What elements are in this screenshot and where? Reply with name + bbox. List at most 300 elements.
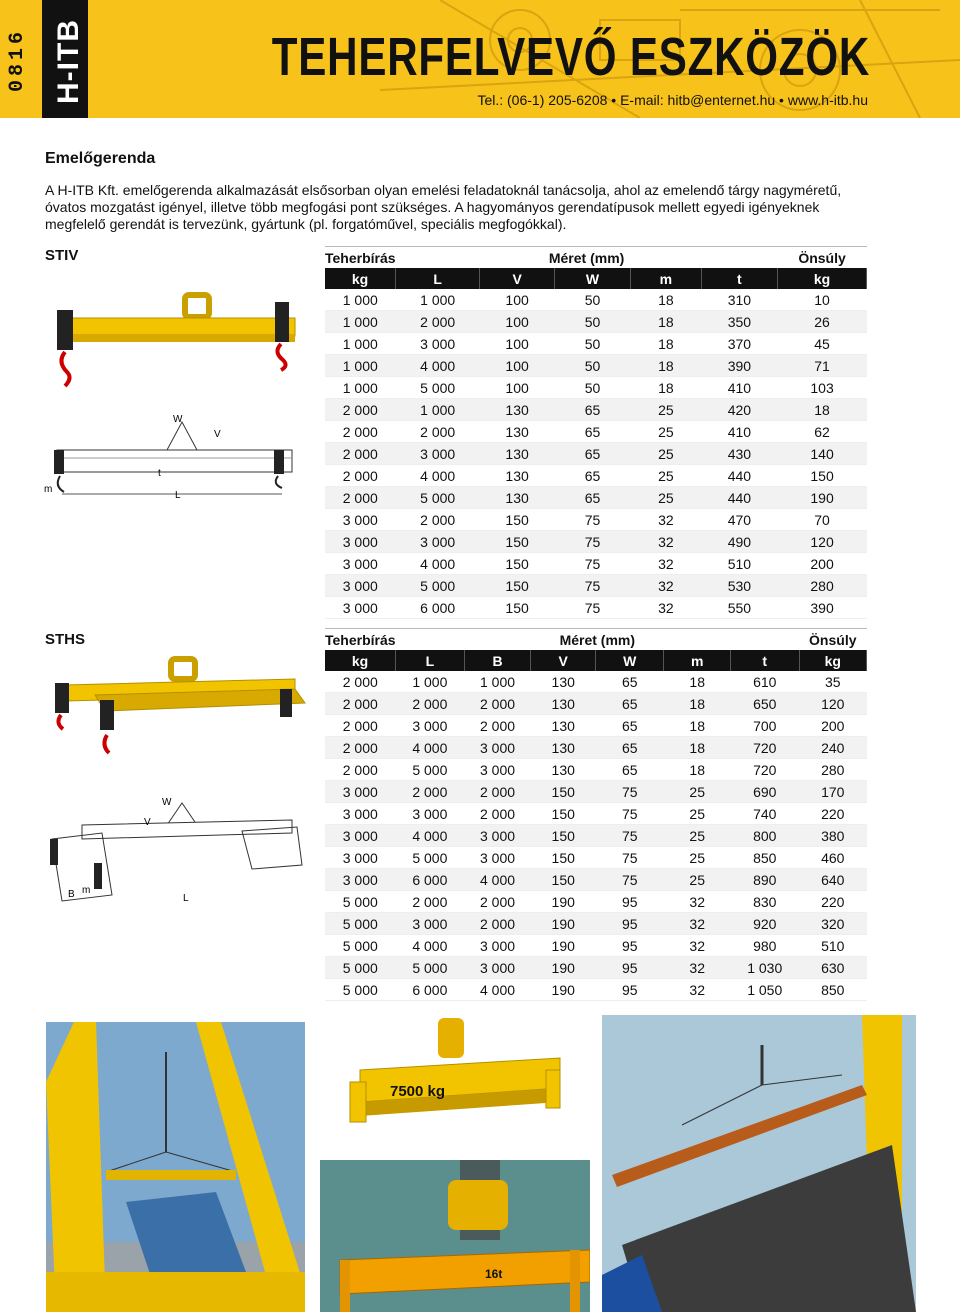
table-cell: 130 [480,421,555,443]
table-cell: 640 [799,869,866,891]
diagram-label-w: W [173,414,183,425]
table-cell: 130 [480,443,555,465]
group-header: Teherbírás [325,629,396,651]
table-cell: 5 000 [396,487,480,509]
section-title: Emelőgerenda [45,150,156,167]
table-row [325,825,867,847]
table-cell: 4 000 [396,935,465,957]
sths-table-body [325,629,867,1001]
table-row [325,671,867,693]
table-cell: 50 [554,355,630,377]
stiv-label: STIV [45,247,79,264]
table-cell: 700 [730,715,799,737]
diagram-label-l: L [183,893,189,904]
table-cell: 3 000 [464,957,531,979]
table-cell: 75 [596,847,664,869]
table-cell: 420 [701,399,778,421]
table-cell: 410 [701,377,778,399]
table-cell: 32 [664,979,730,1001]
column-header: V [480,268,555,289]
table-cell: 32 [631,509,701,531]
table-cell: 2 000 [325,693,396,715]
table-cell: 150 [531,847,596,869]
table-cell: 1 000 [325,311,396,333]
table-row [325,935,867,957]
table-cell: 5 000 [396,377,480,399]
column-header: m [664,650,730,671]
table-cell: 2 000 [464,693,531,715]
table-cell: 18 [664,759,730,781]
table-cell: 4 000 [396,825,465,847]
table-cell: 1 000 [396,399,480,421]
table-cell: 75 [554,531,630,553]
table-cell: 18 [778,399,867,421]
table-row [325,377,867,399]
table-cell: 5 000 [325,935,396,957]
table-cell: 150 [531,869,596,891]
table-cell: 3 000 [396,333,480,355]
table-cell: 65 [596,671,664,693]
table-cell: 470 [701,509,778,531]
table-cell: 50 [554,377,630,399]
table-row [325,443,867,465]
diagram-label-m: m [44,484,53,495]
table-cell: 18 [664,693,730,715]
table-cell: 190 [531,979,596,1001]
table-cell: 650 [730,693,799,715]
table-cell: 65 [554,443,630,465]
table-cell: 6 000 [396,979,465,1001]
diagram-label-w: W [162,797,172,808]
table-cell: 3 000 [325,847,396,869]
diagram-label-b: B [68,889,75,900]
table-cell: 4 000 [464,979,531,1001]
table-cell: 2 000 [464,781,531,803]
sths-dimension-diagram [42,795,312,910]
table-cell: 75 [596,803,664,825]
table-cell: 200 [799,715,866,737]
table-cell: 95 [596,913,664,935]
table-row [325,847,867,869]
table-row [325,311,867,333]
table-cell: 32 [664,891,730,913]
table-cell: 100 [480,289,555,311]
table-cell: 95 [596,891,664,913]
table-cell: 440 [701,487,778,509]
table-cell: 2 000 [396,891,465,913]
table-cell: 26 [778,311,867,333]
table-cell: 95 [596,935,664,957]
table-cell: 75 [554,597,630,619]
table-cell: 550 [701,597,778,619]
table-cell: 530 [701,575,778,597]
table-cell: 45 [778,333,867,355]
table-cell: 25 [631,443,701,465]
diagram-label-l: L [175,490,181,501]
table-cell: 150 [531,825,596,847]
table-cell: 75 [596,869,664,891]
table-cell: 630 [799,957,866,979]
group-header: Méret (mm) [396,629,800,651]
table-cell: 75 [596,825,664,847]
table-row [325,355,867,377]
table-cell: 100 [480,377,555,399]
table-cell: 100 [480,311,555,333]
stiv-table-body [325,247,867,619]
table-cell: 3 000 [325,597,396,619]
table-cell: 370 [701,333,778,355]
stiv-spec-table [325,246,867,619]
table-cell: 50 [554,333,630,355]
photo-beam-7500kg [320,1010,580,1150]
table-cell: 850 [730,847,799,869]
table-row [325,715,867,737]
diagram-label-v: V [214,429,221,440]
table-cell: 25 [631,465,701,487]
table-cell: 32 [664,935,730,957]
sths-beam-illustration [45,655,315,765]
table-row [325,487,867,509]
column-header: L [396,650,465,671]
group-header: Önsúly [778,247,867,269]
table-cell: 3 000 [325,553,396,575]
table-cell: 25 [664,803,730,825]
table-cell: 2 000 [396,421,480,443]
table-cell: 130 [480,399,555,421]
beam-capacity-marking: 16t [485,1267,503,1281]
table-cell: 1 000 [396,671,465,693]
table-cell: 150 [480,575,555,597]
column-header: W [596,650,664,671]
table-cell: 190 [531,913,596,935]
table-cell: 3 000 [325,509,396,531]
table-cell: 220 [799,803,866,825]
table-cell: 150 [531,803,596,825]
table-cell: 170 [799,781,866,803]
table-cell: 280 [799,759,866,781]
table-row [325,737,867,759]
table-cell: 5 000 [325,891,396,913]
table-cell: 430 [701,443,778,465]
photo-crane-lifting [46,1022,305,1312]
table-cell: 5 000 [396,847,465,869]
photo-plate-lifting [602,1015,916,1312]
table-cell: 75 [596,781,664,803]
table-cell: 65 [554,465,630,487]
table-cell: 3 000 [464,759,531,781]
table-row [325,869,867,891]
table-cell: 890 [730,869,799,891]
table-cell: 3 000 [464,935,531,957]
column-header: B [464,650,531,671]
table-row [325,979,867,1001]
table-row [325,553,867,575]
table-cell: 150 [480,597,555,619]
table-cell: 120 [778,531,867,553]
table-cell: 130 [531,693,596,715]
column-header: kg [799,650,866,671]
table-cell: 3 000 [325,575,396,597]
table-cell: 130 [531,737,596,759]
table-row [325,891,867,913]
table-cell: 190 [531,957,596,979]
table-cell: 3 000 [325,531,396,553]
table-row [325,597,867,619]
stiv-dimension-diagram [42,410,312,515]
table-cell: 2 000 [396,311,480,333]
table-cell: 4 000 [464,869,531,891]
table-cell: 720 [730,759,799,781]
table-cell: 100 [480,355,555,377]
table-cell: 18 [664,737,730,759]
column-header: V [531,650,596,671]
table-cell: 920 [730,913,799,935]
table-cell: 3 000 [464,737,531,759]
table-cell: 240 [799,737,866,759]
table-cell: 3 000 [325,781,396,803]
brand-logo-text: H-ITB [52,19,85,104]
table-cell: 65 [596,715,664,737]
table-cell: 25 [664,825,730,847]
table-cell: 1 000 [396,289,480,311]
table-cell: 2 000 [325,671,396,693]
table-cell: 150 [480,553,555,575]
table-cell: 6 000 [396,869,465,891]
table-cell: 2 000 [325,737,396,759]
table-cell: 2 000 [325,759,396,781]
table-cell: 2 000 [464,913,531,935]
column-header: L [396,268,480,289]
table-cell: 4 000 [396,355,480,377]
table-cell: 3 000 [464,825,531,847]
table-cell: 3 000 [396,913,465,935]
table-cell: 980 [730,935,799,957]
table-cell: 75 [554,575,630,597]
table-cell: 65 [554,487,630,509]
table-cell: 2 000 [325,421,396,443]
table-cell: 150 [480,531,555,553]
table-row [325,465,867,487]
table-cell: 280 [778,575,867,597]
table-cell: 5 000 [325,913,396,935]
table-cell: 65 [554,399,630,421]
table-cell: 3 000 [464,847,531,869]
table-cell: 1 000 [464,671,531,693]
table-cell: 5 000 [325,957,396,979]
table-cell: 2 000 [325,487,396,509]
table-row [325,399,867,421]
table-cell: 130 [531,759,596,781]
group-header: Önsúly [799,629,866,651]
table-cell: 65 [554,421,630,443]
table-cell: 25 [631,421,701,443]
table-cell: 130 [531,671,596,693]
table-cell: 2 000 [464,803,531,825]
table-cell: 390 [778,597,867,619]
table-cell: 50 [554,311,630,333]
table-cell: 4 000 [396,737,465,759]
table-cell: 32 [631,597,701,619]
table-row [325,913,867,935]
table-cell: 3 000 [325,803,396,825]
table-row [325,957,867,979]
table-cell: 25 [664,781,730,803]
table-cell: 5 000 [396,957,465,979]
table-cell: 18 [631,333,701,355]
table-cell: 62 [778,421,867,443]
diagram-label-v: V [144,817,151,828]
table-cell: 18 [631,377,701,399]
table-cell: 95 [596,957,664,979]
table-cell: 1 000 [325,289,396,311]
table-cell: 75 [554,553,630,575]
table-cell: 200 [778,553,867,575]
table-cell: 190 [531,891,596,913]
table-cell: 830 [730,891,799,913]
table-cell: 32 [631,553,701,575]
table-cell: 1 000 [325,333,396,355]
table-cell: 5 000 [325,979,396,1001]
table-cell: 190 [531,935,596,957]
table-cell: 70 [778,509,867,531]
table-cell: 350 [701,311,778,333]
table-cell: 510 [799,935,866,957]
table-cell: 50 [554,289,630,311]
table-row [325,509,867,531]
table-cell: 18 [664,715,730,737]
table-cell: 440 [701,465,778,487]
table-cell: 150 [531,781,596,803]
table-cell: 1 050 [730,979,799,1001]
column-header: kg [325,650,396,671]
table-cell: 32 [631,575,701,597]
table-cell: 3 000 [396,803,465,825]
intro-paragraph: A H-ITB Kft. emelőgerenda alkalmazását elsősorban olyan emelési feladatoknál tanácsolja, ahol az emelendő tárgy nagyméretű, óvatos mozgatást igényel, illetve több megfogási pont szükséges. A hagyományos gerendatípusok mellett egyedi igényeknek megfelelő gerendát is tervezünk, gyártunk (pl. forgatóművel, speciális megfogókkal). [45,182,842,232]
column-header: t [730,650,799,671]
table-cell: 65 [596,737,664,759]
table-cell: 2 000 [325,715,396,737]
table-cell: 3 000 [396,715,465,737]
table-cell: 2 000 [396,781,465,803]
table-cell: 65 [596,693,664,715]
table-cell: 1 000 [325,377,396,399]
table-cell: 850 [799,979,866,1001]
table-cell: 1 030 [730,957,799,979]
table-cell: 2 000 [325,465,396,487]
table-cell: 5 000 [396,575,480,597]
table-cell: 95 [596,979,664,1001]
table-row [325,289,867,311]
table-cell: 460 [799,847,866,869]
table-cell: 1 000 [325,355,396,377]
table-row [325,759,867,781]
table-cell: 800 [730,825,799,847]
table-cell: 65 [596,759,664,781]
table-cell: 2 000 [325,399,396,421]
group-header: Teherbírás [325,247,396,269]
table-cell: 510 [701,553,778,575]
table-row [325,531,867,553]
table-cell: 18 [631,289,701,311]
table-cell: 25 [664,869,730,891]
table-cell: 35 [799,671,866,693]
table-cell: 25 [664,847,730,869]
sths-label: STHS [45,631,86,648]
table-cell: 690 [730,781,799,803]
table-row [325,333,867,355]
table-cell: 2 000 [464,715,531,737]
column-header: kg [325,268,396,289]
table-cell: 3 000 [396,531,480,553]
table-cell: 3 000 [396,443,480,465]
table-cell: 25 [631,399,701,421]
sths-spec-table [325,628,867,1001]
table-cell: 32 [631,531,701,553]
diagram-label-t: t [158,468,161,479]
table-cell: 71 [778,355,867,377]
table-cell: 3 000 [325,869,396,891]
column-header: t [701,268,778,289]
column-header: kg [778,268,867,289]
table-cell: 130 [531,715,596,737]
table-cell: 140 [778,443,867,465]
column-header: m [631,268,701,289]
table-cell: 25 [631,487,701,509]
table-cell: 150 [480,509,555,531]
table-row [325,575,867,597]
table-cell: 220 [799,891,866,913]
table-cell: 740 [730,803,799,825]
table-cell: 490 [701,531,778,553]
group-header: Méret (mm) [396,247,778,269]
table-cell: 2 000 [464,891,531,913]
column-header: W [554,268,630,289]
table-cell: 32 [664,957,730,979]
table-cell: 320 [799,913,866,935]
beam-capacity-marking: 7500 kg [390,1083,446,1100]
table-cell: 410 [701,421,778,443]
table-cell: 2 000 [325,443,396,465]
table-cell: 6 000 [396,597,480,619]
table-cell: 190 [778,487,867,509]
page-title: TEHERFELVEVŐ ESZKÖZÖK [271,27,870,87]
table-cell: 3 000 [325,825,396,847]
table-row [325,781,867,803]
table-cell: 10 [778,289,867,311]
photo-beam-16t [320,1160,590,1312]
table-cell: 32 [664,913,730,935]
table-cell: 5 000 [396,759,465,781]
table-cell: 720 [730,737,799,759]
contact-line: Tel.: (06-1) 205-6208 • E-mail: hitb@enternet.hu • www.h-itb.hu [477,92,868,108]
page-header [0,0,960,118]
table-cell: 380 [799,825,866,847]
table-row [325,421,867,443]
table-cell: 2 000 [396,693,465,715]
table-cell: 610 [730,671,799,693]
table-cell: 18 [631,311,701,333]
table-cell: 310 [701,289,778,311]
table-cell: 130 [480,487,555,509]
table-cell: 18 [664,671,730,693]
table-cell: 130 [480,465,555,487]
diagram-label-m: m [82,885,91,896]
page-number: 0816 [6,27,29,92]
table-cell: 120 [799,693,866,715]
table-row [325,693,867,715]
table-cell: 75 [554,509,630,531]
table-cell: 2 000 [396,509,480,531]
